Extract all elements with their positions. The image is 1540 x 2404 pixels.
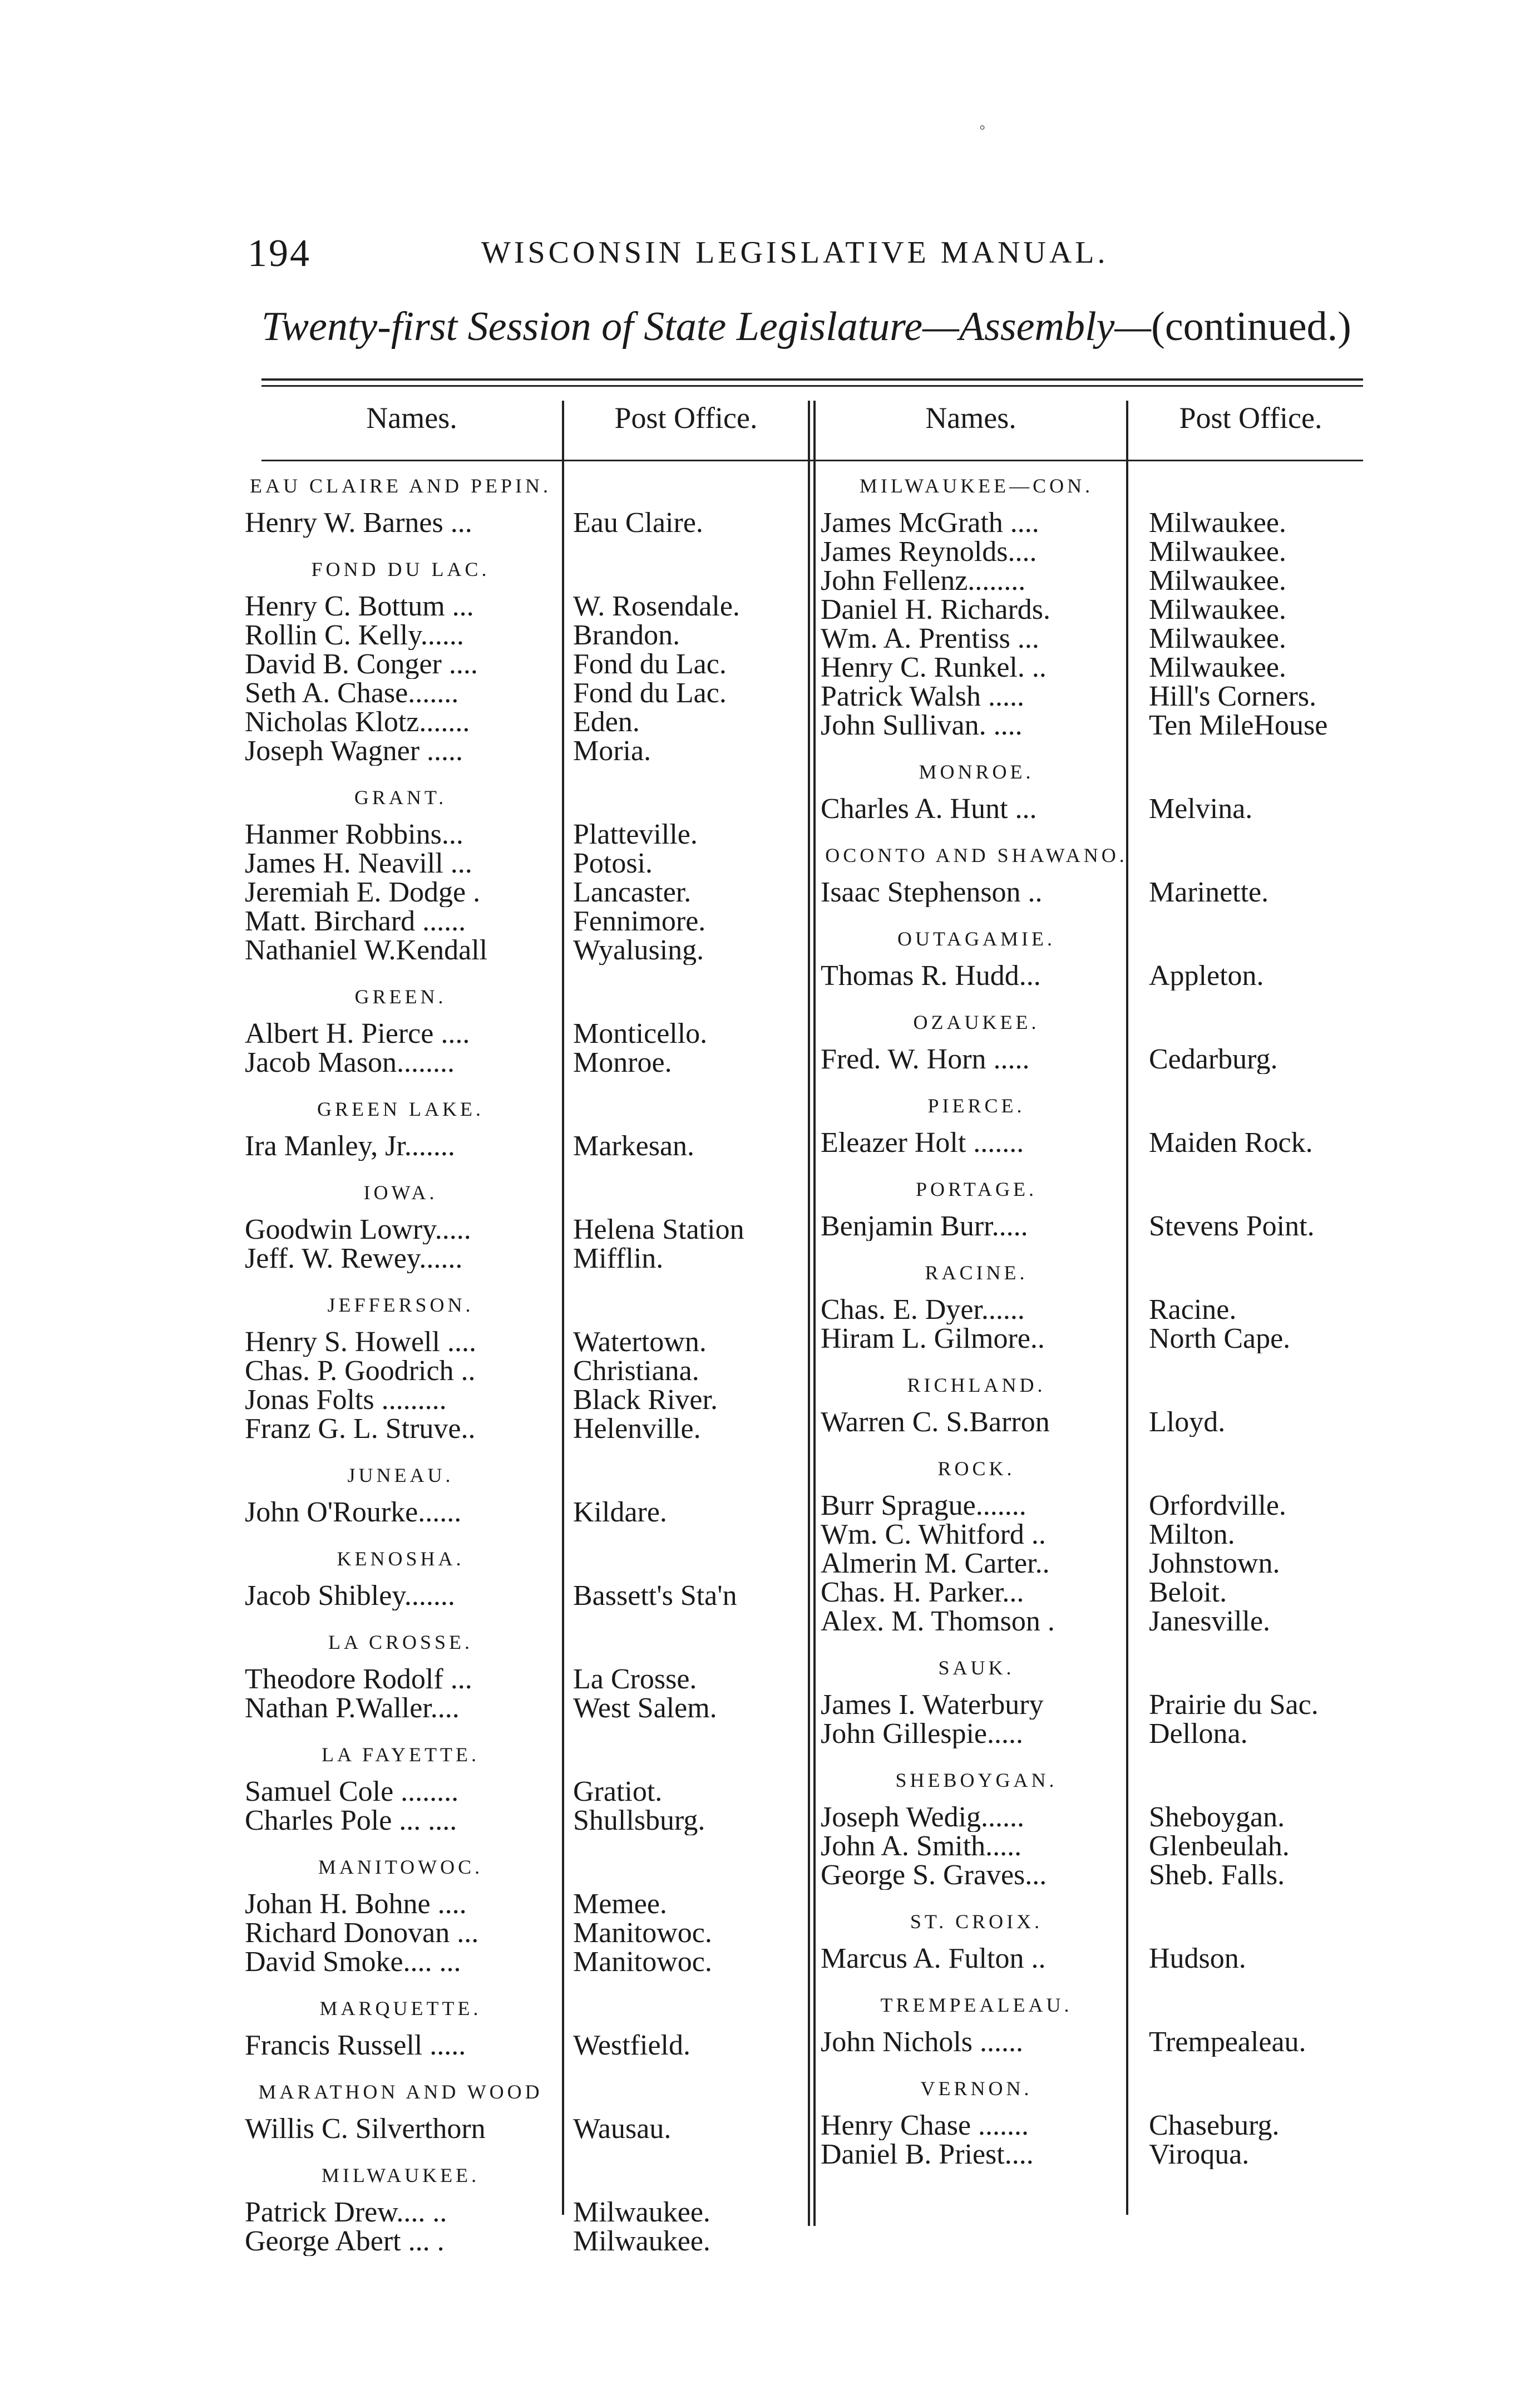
member-name: Nathaniel W.Kendall: [245, 936, 488, 965]
member-name: Thomas R. Hudd...: [821, 962, 1041, 991]
member-row: [821, 1691, 1388, 1720]
member-name: Benjamin Burr.....: [821, 1212, 1028, 1241]
member-name: Nicholas Klotz.......: [245, 708, 470, 737]
member-row: [821, 653, 1388, 682]
member-name: Johan H. Bohne ....: [245, 1890, 467, 1919]
member-post-office: Chaseburg.: [1149, 2111, 1280, 2140]
county-heading: MARATHON AND WOOD: [258, 2081, 543, 2103]
member-post-office: Milwaukee.: [1149, 595, 1286, 624]
member-row: [245, 1777, 812, 1806]
member-row: [821, 2140, 1388, 2169]
member-row: [245, 592, 812, 621]
member-post-office: Trempealeau.: [1149, 2028, 1306, 2057]
member-name: Daniel H. Richards.: [821, 595, 1051, 624]
member-post-office: Watertown.: [573, 1328, 707, 1357]
member-post-office: Hudson.: [1149, 1944, 1246, 1973]
member-name: Burr Sprague.......: [821, 1491, 1026, 1520]
header-rule: [261, 460, 1363, 461]
county-heading: MILWAUKEE.: [321, 2164, 480, 2186]
member-post-office: Fennimore.: [573, 907, 706, 936]
county-heading: FOND DU LAC.: [311, 558, 490, 580]
member-row: [245, 820, 812, 849]
member-row: [821, 1832, 1388, 1861]
member-post-office: Kildare.: [573, 1498, 667, 1527]
member-post-office: Shullsburg.: [573, 1806, 705, 1835]
member-row: [245, 679, 812, 708]
county-heading: OUTAGAMIE.: [897, 928, 1056, 950]
member-name: Ira Manley, Jr.......: [245, 1132, 455, 1161]
member-row: [821, 1607, 1388, 1636]
member-post-office: Memee.: [573, 1890, 667, 1919]
member-row: [245, 1215, 812, 1244]
member-row: [245, 1244, 812, 1273]
member-name: Chas. H. Parker...: [821, 1578, 1024, 1607]
member-row: [821, 2028, 1388, 2057]
member-post-office: Milwaukee.: [1149, 624, 1286, 653]
member-post-office: Wyalusing.: [573, 936, 704, 965]
member-name: Henry W. Barnes ...: [245, 509, 472, 538]
double-rule-top: [261, 378, 1363, 381]
member-name: Charles Pole ... ....: [245, 1806, 457, 1835]
member-post-office: Johnstown.: [1149, 1549, 1280, 1578]
member-name: Charles A. Hunt ...: [821, 795, 1037, 824]
member-name: Patrick Drew.... ..: [245, 2198, 447, 2227]
scan-speck: ◦: [979, 117, 986, 137]
member-post-office: Milwaukee.: [1149, 538, 1286, 566]
member-row: [821, 1295, 1388, 1324]
page-number: 194: [248, 232, 311, 275]
member-name: David Smoke.... ...: [245, 1948, 461, 1977]
right-member-column: [821, 473, 1388, 2169]
member-name: John Sullivan. ....: [821, 711, 1023, 740]
member-row: [245, 650, 812, 679]
member-post-office: Janesville.: [1149, 1607, 1271, 1636]
member-post-office: Monticello.: [573, 1019, 708, 1048]
county-heading: OCONTO AND SHAWANO.: [825, 844, 1128, 866]
member-row: [821, 962, 1388, 991]
member-row: [821, 595, 1388, 624]
member-post-office: Mifflin.: [573, 1244, 664, 1273]
subtitle-plain: (continued.): [1151, 304, 1351, 349]
member-name: George Abert ... .: [245, 2227, 445, 2256]
member-row: [245, 1806, 812, 1835]
county-heading: JEFFERSON.: [327, 1294, 474, 1316]
column-divider-3: [813, 401, 816, 2226]
county-heading: RICHLAND.: [907, 1374, 1046, 1396]
member-name: James McGrath ....: [821, 509, 1039, 538]
county-heading: PIERCE.: [927, 1095, 1025, 1117]
member-name: Jacob Mason........: [245, 1048, 455, 1077]
member-post-office: Ten MileHouse: [1149, 711, 1328, 740]
member-name: Albert H. Pierce ....: [245, 1019, 470, 1048]
county-heading: PORTAGE.: [916, 1178, 1037, 1200]
member-post-office: West Salem.: [573, 1694, 717, 1723]
member-name: Henry S. Howell ....: [245, 1328, 476, 1357]
member-row: [245, 2115, 812, 2144]
member-row: [821, 1861, 1388, 1890]
member-name: Francis Russell .....: [245, 2031, 466, 2060]
member-row: [245, 1694, 812, 1723]
member-name: Samuel Cole ........: [245, 1777, 459, 1806]
member-row: [821, 795, 1388, 824]
member-name: David B. Conger ....: [245, 650, 478, 679]
member-post-office: Beloit.: [1149, 1578, 1227, 1607]
header-names-left: Names.: [366, 401, 457, 435]
member-post-office: Dellona.: [1149, 1720, 1248, 1748]
member-row: [245, 907, 812, 936]
member-row: [245, 1582, 812, 1610]
member-row: [821, 538, 1388, 566]
county-heading: ST. CROIX.: [910, 1910, 1043, 1933]
running-title: WISCONSIN LEGISLATIVE MANUAL.: [481, 235, 1109, 270]
member-name: Chas. E. Dyer......: [821, 1295, 1025, 1324]
member-name: Goodwin Lowry.....: [245, 1215, 471, 1244]
member-row: [245, 936, 812, 965]
member-post-office: Black River.: [573, 1386, 718, 1415]
county-heading: MARQUETTE.: [319, 1997, 482, 2019]
member-post-office: Orfordville.: [1149, 1491, 1286, 1520]
member-post-office: W. Rosendale.: [573, 592, 740, 621]
member-post-office: Sheboygan.: [1149, 1803, 1285, 1832]
county-heading: RACINE.: [925, 1262, 1028, 1284]
member-row: [821, 1578, 1388, 1607]
member-post-office: Viroqua.: [1149, 2140, 1250, 2169]
county-heading: SHEBOYGAN.: [895, 1769, 1058, 1791]
county-heading: KENOSHA.: [337, 1548, 465, 1570]
member-name: John A. Smith.....: [821, 1832, 1022, 1861]
member-name: Isaac Stephenson ..: [821, 878, 1043, 907]
member-name: James H. Neavill ...: [245, 849, 472, 878]
county-heading: ROCK.: [937, 1457, 1015, 1480]
member-row: [245, 621, 812, 650]
member-row: [245, 1498, 812, 1527]
member-name: Chas. P. Goodrich ..: [245, 1357, 476, 1386]
member-post-office: Platteville.: [573, 820, 698, 849]
member-row: [245, 1386, 812, 1415]
member-post-office: Fond du Lac.: [573, 650, 727, 679]
member-name: Fred. W. Horn .....: [821, 1045, 1030, 1074]
member-post-office: Racine.: [1149, 1295, 1237, 1324]
county-heading: GREEN.: [354, 986, 447, 1008]
member-name: Henry C. Runkel. ..: [821, 653, 1047, 682]
member-post-office: Gratiot.: [573, 1777, 663, 1806]
member-post-office: Moria.: [573, 737, 651, 766]
county-heading: OZAUKEE.: [913, 1011, 1040, 1033]
member-row: [245, 2031, 812, 2060]
member-row: [245, 1132, 812, 1161]
member-post-office: Markesan.: [573, 1132, 695, 1161]
county-heading: JUNEAU.: [347, 1464, 454, 1486]
member-post-office: Eau Claire.: [573, 509, 703, 538]
member-name: Theodore Rodolf ...: [245, 1665, 472, 1694]
member-row: [821, 1944, 1388, 1973]
member-row: [821, 1549, 1388, 1578]
member-row: [245, 2198, 812, 2227]
member-post-office: Bassett's Sta'n: [573, 1582, 737, 1610]
member-post-office: North Cape.: [1149, 1324, 1291, 1353]
member-post-office: Milwaukee.: [573, 2227, 710, 2256]
member-post-office: Milton.: [1149, 1520, 1235, 1549]
member-name: Patrick Walsh .....: [821, 682, 1025, 711]
member-name: Almerin M. Carter..: [821, 1549, 1050, 1578]
member-name: Joseph Wagner .....: [245, 737, 463, 766]
member-name: Rollin C. Kelly......: [245, 621, 464, 650]
header-post-office-left: Post Office.: [614, 401, 758, 435]
member-name: Alex. M. Thomson .: [821, 1607, 1055, 1636]
member-row: [245, 1415, 812, 1444]
member-post-office: Helenville.: [573, 1415, 701, 1444]
member-post-office: Sheb. Falls.: [1149, 1861, 1285, 1890]
member-row: [821, 1324, 1388, 1353]
member-name: Franz G. L. Struve..: [245, 1415, 476, 1444]
member-row: [821, 624, 1388, 653]
header-names-right: Names.: [925, 401, 1016, 435]
county-heading: VERNON.: [920, 2077, 1033, 2100]
member-row: [245, 2227, 812, 2256]
member-post-office: Helena Station: [573, 1215, 744, 1244]
member-post-office: Prairie du Sac.: [1149, 1691, 1319, 1720]
county-heading: GRANT.: [354, 786, 447, 809]
member-name: Warren C. S.Barron: [821, 1408, 1050, 1437]
county-heading: LA CROSSE.: [328, 1631, 473, 1653]
member-post-office: Appleton.: [1149, 962, 1264, 991]
member-row: [821, 682, 1388, 711]
member-row: [245, 878, 812, 907]
member-name: Hanmer Robbins...: [245, 820, 463, 849]
member-post-office: Cedarburg.: [1149, 1045, 1278, 1074]
member-row: [821, 1045, 1388, 1074]
member-row: [245, 509, 812, 538]
member-row: [821, 1491, 1388, 1520]
county-heading: IOWA.: [363, 1181, 438, 1204]
page-subtitle: [261, 303, 1351, 351]
member-name: John Fellenz........: [821, 566, 1026, 595]
member-row: [821, 1803, 1388, 1832]
member-name: Jacob Shibley.......: [245, 1582, 455, 1610]
member-name: Eleazer Holt .......: [821, 1129, 1024, 1157]
member-post-office: Marinette.: [1149, 878, 1269, 907]
member-row: [245, 1019, 812, 1048]
member-name: Jeremiah E. Dodge .: [245, 878, 481, 907]
member-post-office: Wausau.: [573, 2115, 672, 2144]
member-post-office: Hill's Corners.: [1149, 682, 1317, 711]
member-row: [821, 878, 1388, 907]
member-name: Nathan P.Waller....: [245, 1694, 460, 1723]
county-heading: TREMPEALEAU.: [880, 1994, 1073, 2016]
member-name: John Nichols ......: [821, 2028, 1023, 2057]
member-row: [245, 1890, 812, 1919]
member-name: Joseph Wedig......: [821, 1803, 1025, 1832]
county-heading: EAU CLAIRE AND PEPIN.: [249, 475, 551, 497]
county-heading: MANITOWOC.: [318, 1856, 483, 1878]
member-name: James Reynolds....: [821, 538, 1037, 566]
member-name: Wm. C. Whitford ..: [821, 1520, 1046, 1549]
member-post-office: Potosi.: [573, 849, 653, 878]
member-row: [821, 711, 1388, 740]
county-heading: SAUK.: [938, 1657, 1015, 1679]
county-heading: MONROE.: [919, 761, 1034, 783]
member-row: [821, 1408, 1388, 1437]
member-row: [245, 1048, 812, 1077]
member-post-office: Maiden Rock.: [1149, 1129, 1313, 1157]
member-post-office: Milwaukee.: [573, 2198, 710, 2227]
member-name: Wm. A. Prentiss ...: [821, 624, 1039, 653]
member-row: [821, 1212, 1388, 1241]
county-heading: LA FAYETTE.: [321, 1743, 480, 1766]
member-name: Jeff. W. Rewey......: [245, 1244, 463, 1273]
member-post-office: Manitowoc.: [573, 1919, 712, 1948]
member-row: [245, 1665, 812, 1694]
member-row: [821, 1129, 1388, 1157]
member-post-office: Christiana.: [573, 1357, 699, 1386]
member-post-office: Fond du Lac.: [573, 679, 727, 708]
member-post-office: Stevens Point.: [1149, 1212, 1315, 1241]
double-rule-bottom: [261, 385, 1363, 387]
member-post-office: Milwaukee.: [1149, 509, 1286, 538]
member-row: [821, 1520, 1388, 1549]
county-heading: GREEN LAKE.: [317, 1098, 484, 1120]
member-post-office: Lloyd.: [1149, 1408, 1226, 1437]
member-name: Henry C. Bottum ...: [245, 592, 474, 621]
member-post-office: Eden.: [573, 708, 640, 737]
member-name: Seth A. Chase.......: [245, 679, 459, 708]
member-post-office: Glenbeulah.: [1149, 1832, 1290, 1861]
member-row: [821, 2111, 1388, 2140]
member-name: James I. Waterbury: [821, 1691, 1044, 1720]
member-post-office: Brandon.: [573, 621, 680, 650]
county-heading: MILWAUKEE—CON.: [859, 475, 1094, 497]
member-name: John Gillespie.....: [821, 1720, 1023, 1748]
member-name: Willis C. Silverthorn: [245, 2115, 486, 2144]
member-post-office: Monroe.: [573, 1048, 672, 1077]
member-post-office: Westfield.: [573, 2031, 690, 2060]
member-name: Hiram L. Gilmore..: [821, 1324, 1045, 1353]
member-name: Jonas Folts .........: [245, 1386, 447, 1415]
member-name: Richard Donovan ...: [245, 1919, 479, 1948]
member-post-office: Lancaster.: [573, 878, 692, 907]
member-post-office: Milwaukee.: [1149, 653, 1286, 682]
member-row: [821, 509, 1388, 538]
member-row: [245, 849, 812, 878]
member-post-office: La Crosse.: [573, 1665, 697, 1694]
member-row: [245, 1919, 812, 1948]
member-post-office: Melvina.: [1149, 795, 1253, 824]
member-name: Daniel B. Priest....: [821, 2140, 1034, 2169]
member-name: Matt. Birchard ......: [245, 907, 466, 936]
member-name: Marcus A. Fulton ..: [821, 1944, 1046, 1973]
header-post-office-right: Post Office.: [1179, 401, 1322, 435]
member-post-office: Milwaukee.: [1149, 566, 1286, 595]
member-row: [245, 737, 812, 766]
member-row: [821, 1720, 1388, 1748]
member-name: George S. Graves...: [821, 1861, 1047, 1890]
subtitle-italic: Twenty-first Session of State Legislature—Assembly—: [261, 304, 1152, 349]
member-post-office: Manitowoc.: [573, 1948, 712, 1977]
left-member-column: [245, 473, 812, 2256]
member-row: [245, 1948, 812, 1977]
member-row: [245, 1328, 812, 1357]
member-row: [245, 708, 812, 737]
member-row: [245, 1357, 812, 1386]
member-row: [821, 566, 1388, 595]
member-name: Henry Chase .......: [821, 2111, 1029, 2140]
member-name: John O'Rourke......: [245, 1498, 462, 1527]
